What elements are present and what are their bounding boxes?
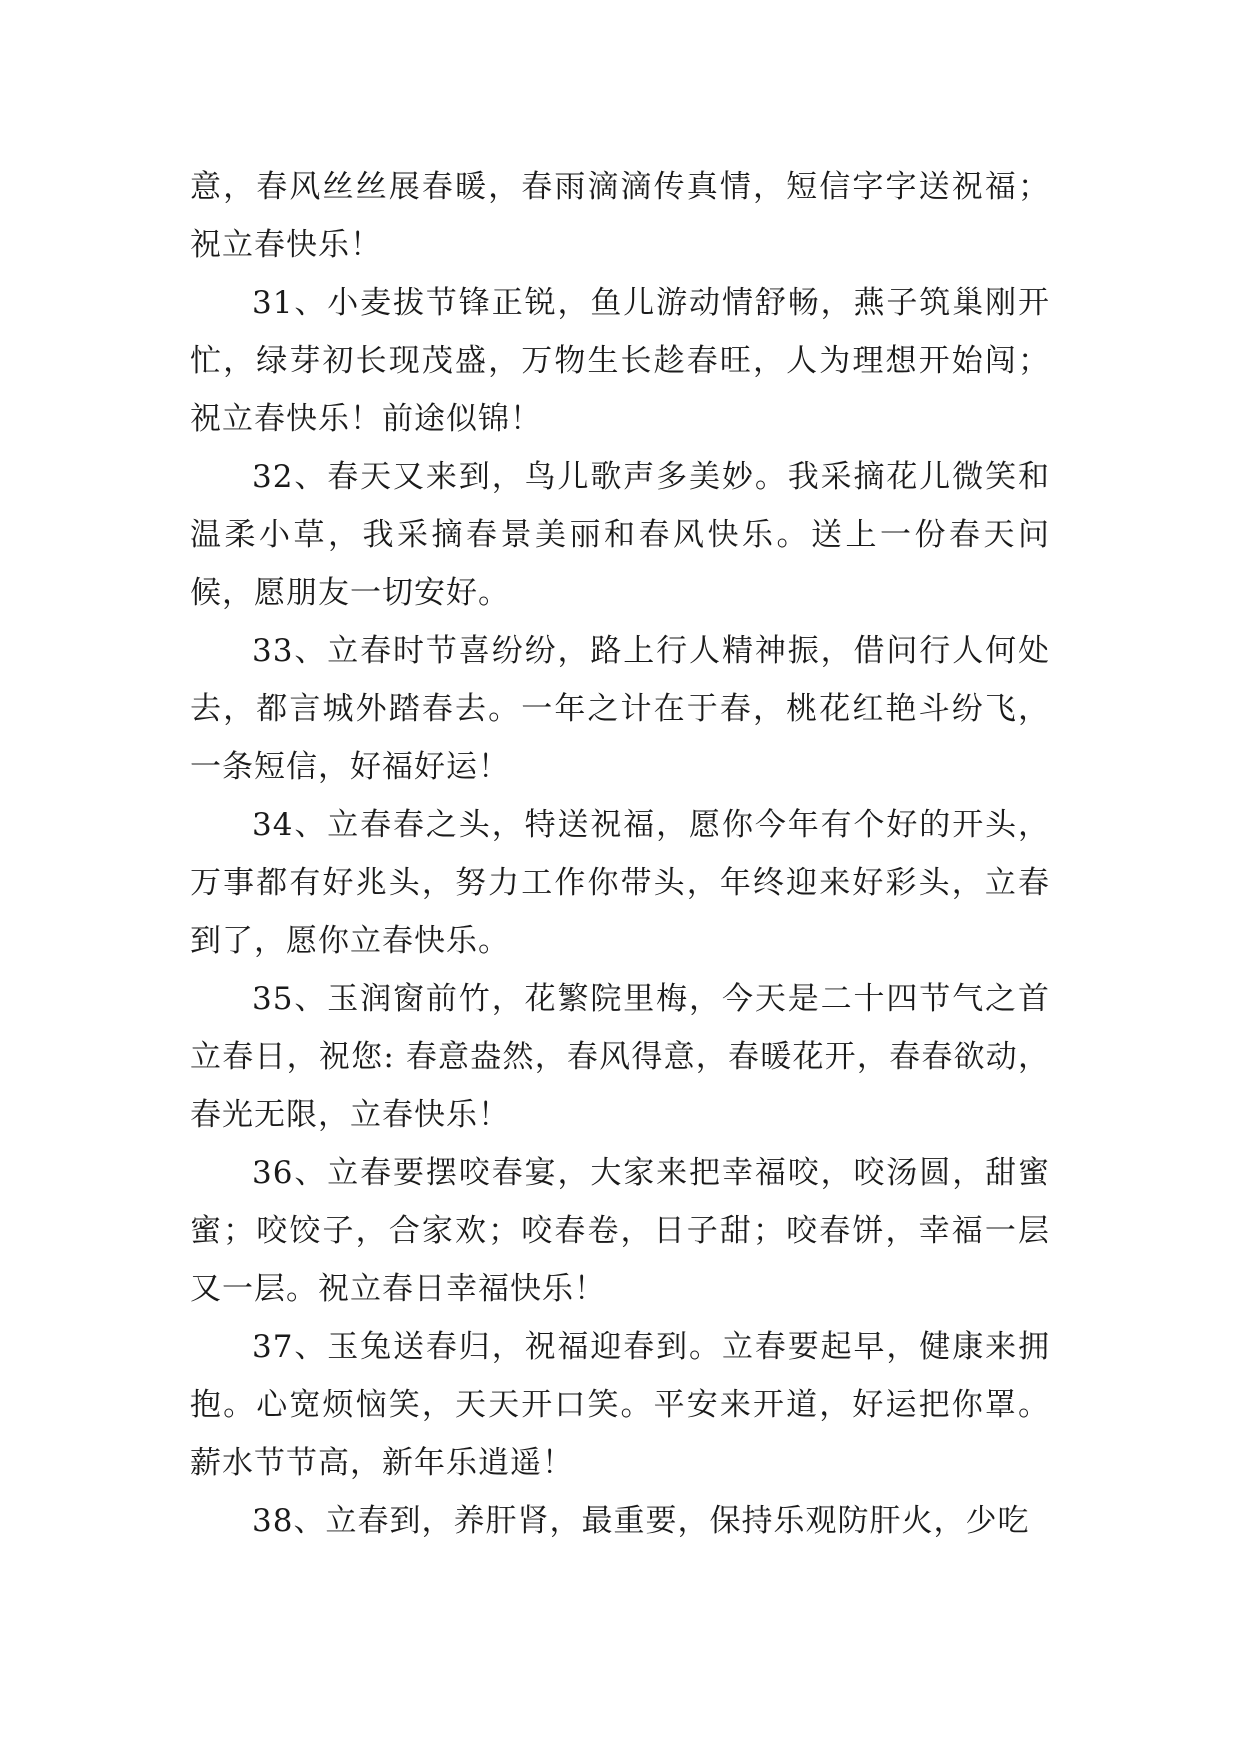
paragraph-32: 32、春天又来到，鸟儿歌声多美妙。我采摘花儿微笑和温柔小草，我采摘春景美丽和春风快乐。送上一份春天问候，愿朋友一切安好。 [190, 459, 1050, 611]
paragraph-34: 34、立春春之头，特送祝福，愿你今年有个好的开头，万事都有好兆头，努力工作你带头，年终迎来好彩头，立春到了，愿你立春快乐。 [190, 807, 1050, 959]
paragraph-38: 38、立春到，养肝肾，最重要，保持乐观防肝火，少吃 [252, 1503, 1030, 1539]
paragraph-36: 36、立春要摆咬春宴，大家来把幸福咬，咬汤圆，甜蜜蜜；咬饺子，合家欢；咬春卷，日子甜；咬春饼，幸福一层又一层。祝立春日幸福快乐！ [190, 1155, 1050, 1307]
paragraph-33: 33、立春时节喜纷纷，路上行人精神振，借问行人何处去，都言城外踏春去。一年之计在于春，桃花红艳斗纷飞，一条短信，好福好运！ [190, 633, 1050, 785]
paragraph-37: 37、玉兔送春归，祝福迎春到。立春要起早，健康来拥抱。心宽烦恼笑，天天开口笑。平安来开道，好运把你罩。薪水节节高，新年乐逍遥！ [190, 1329, 1050, 1481]
document-body [190, 158, 1050, 1550]
paragraph-35: 35、玉润窗前竹，花繁院里梅，今天是二十四节气之首立春日，祝您: 春意盎然，春风得意，春暖花开，春春欲动，春光无限，立春快乐！ [190, 981, 1050, 1133]
paragraph-31: 31、小麦拔节锋正锐，鱼儿游动情舒畅，燕子筑巢刚开忙，绿芽初长现茂盛，万物生长趁春旺，人为理想开始闯；祝立春快乐！前途似锦！ [190, 285, 1050, 437]
paragraph-continuation: 意，春风丝丝展春暖，春雨滴滴传真情，短信字字送祝福；祝立春快乐！ [190, 169, 1050, 263]
